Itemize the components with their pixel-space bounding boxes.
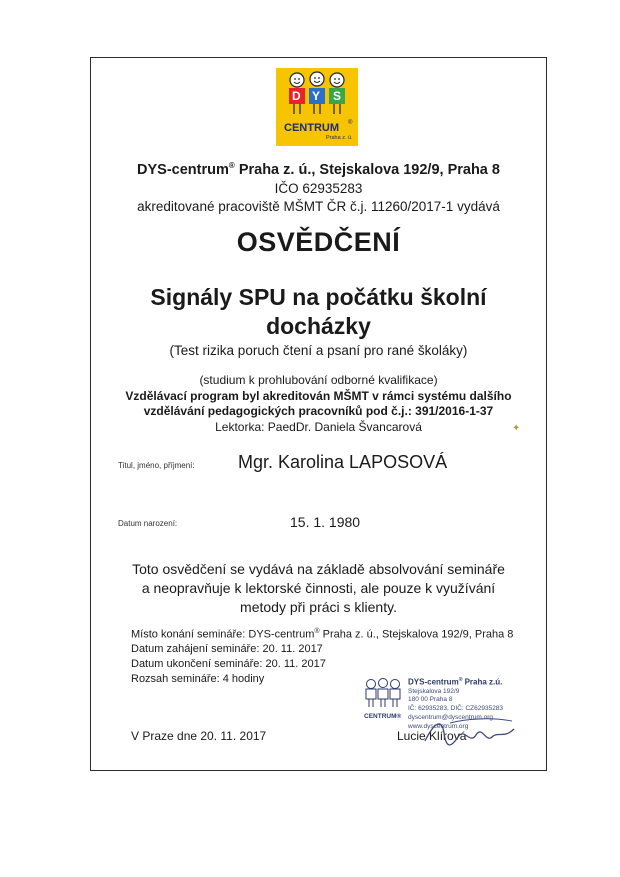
statement-line3: metody při práci s klienty.	[240, 599, 397, 615]
end-date: Datum ukončení semináře: 20. 11. 2017	[131, 658, 326, 670]
org-name: DYS-centrum	[137, 161, 229, 178]
org-reg: ®	[228, 161, 235, 170]
venue-reg: ®	[314, 628, 320, 635]
dob-label: Datum narození:	[118, 519, 178, 528]
study-type: (studium k prohlubování odborné kvalifikace)	[199, 373, 438, 387]
program-accreditation-line1: Vzdělávací program byl akreditován MŠMT v rámci systému dalšího	[125, 389, 512, 403]
venue-prefix: Místo konání semináře: DYS-centrum	[131, 628, 315, 641]
handwritten-signature	[420, 715, 520, 758]
signer-name: Lucie Klírová	[397, 729, 467, 743]
start-date: Datum zahájení semináře: 20. 11. 2017	[131, 643, 323, 655]
logo-text: CENTRUM	[284, 122, 339, 134]
recipient-name: Mgr. Karolina LAPOSOVÁ	[238, 452, 448, 472]
stamp-web: www.dyscentrum.org	[408, 723, 469, 730]
logo-letter-s: S	[333, 89, 342, 103]
course-title-line2: docházky	[266, 313, 371, 339]
course-subtitle: (Test rizika poruch čtení a psaní pro rané školáky)	[169, 343, 468, 358]
stamp-centrum: CENTRUM®	[364, 713, 402, 720]
stamp-city: 180 00 Praha 8	[408, 696, 453, 703]
organization-line	[90, 161, 547, 178]
logo-letter-d: D	[292, 89, 301, 103]
statement-line2: a neopravňuje k lektorské činnosti, ale pouze k využívání	[141, 580, 496, 596]
stamp-street: Stejskalova 192/9	[408, 688, 460, 695]
dys-centrum-logo	[276, 68, 358, 146]
stamp-org-name: DYS-centrum	[408, 677, 459, 687]
stamp-email: dyscentrum@dyscentrum.org	[408, 714, 493, 721]
stamp-logo	[362, 677, 404, 715]
stamp-org-reg: ®	[458, 677, 463, 683]
place-and-date: V Praze dne 20. 11. 2017	[131, 729, 267, 743]
logo-reg: ®	[348, 120, 353, 126]
stamp-ids: IČ: 62935283, DIČ: CZ62935283	[408, 705, 504, 712]
ico: IČO 62935283	[274, 181, 363, 196]
stamp-org-rest: Praha z.ú.	[462, 677, 503, 687]
accreditation-line: akreditované pracoviště MŠMT ČR č.j. 11260/2017-1 vydává	[137, 199, 500, 214]
logo-letter-y: Y	[312, 89, 321, 103]
statement-line1: Toto osvědčení se vydává na základě absolvování semináře	[132, 561, 505, 577]
org-address: Praha z. ú., Stejskalova 192/9, Praha 8	[234, 161, 500, 178]
venue-address: Praha z. ú., Stejskalova 192/9, Praha 8	[319, 628, 514, 641]
venue	[131, 628, 513, 641]
course-title	[90, 283, 547, 341]
name-label: Titul, jméno, příjmení:	[118, 461, 195, 470]
course-title-line1: Signály SPU na počátku školní	[150, 284, 487, 310]
date-of-birth: 15. 1. 1980	[290, 514, 361, 530]
logo-sub: Praha z. ú.	[326, 135, 353, 141]
seminar-scope: Rozsah semináře: 4 hodiny	[131, 673, 265, 685]
mark-dot: ✦	[512, 423, 521, 434]
program-accreditation-line2: vzdělávání pedagogických pracovníků pod č.j.: 391/2016-1-37	[143, 404, 494, 418]
certificate-statement	[90, 560, 547, 617]
lector: Lektorka: PaedDr. Daniela Švancarová	[215, 420, 422, 434]
program-accreditation	[90, 389, 547, 419]
stamp-org	[408, 677, 502, 687]
certificate-title: OSVĚDČENÍ	[236, 227, 401, 257]
